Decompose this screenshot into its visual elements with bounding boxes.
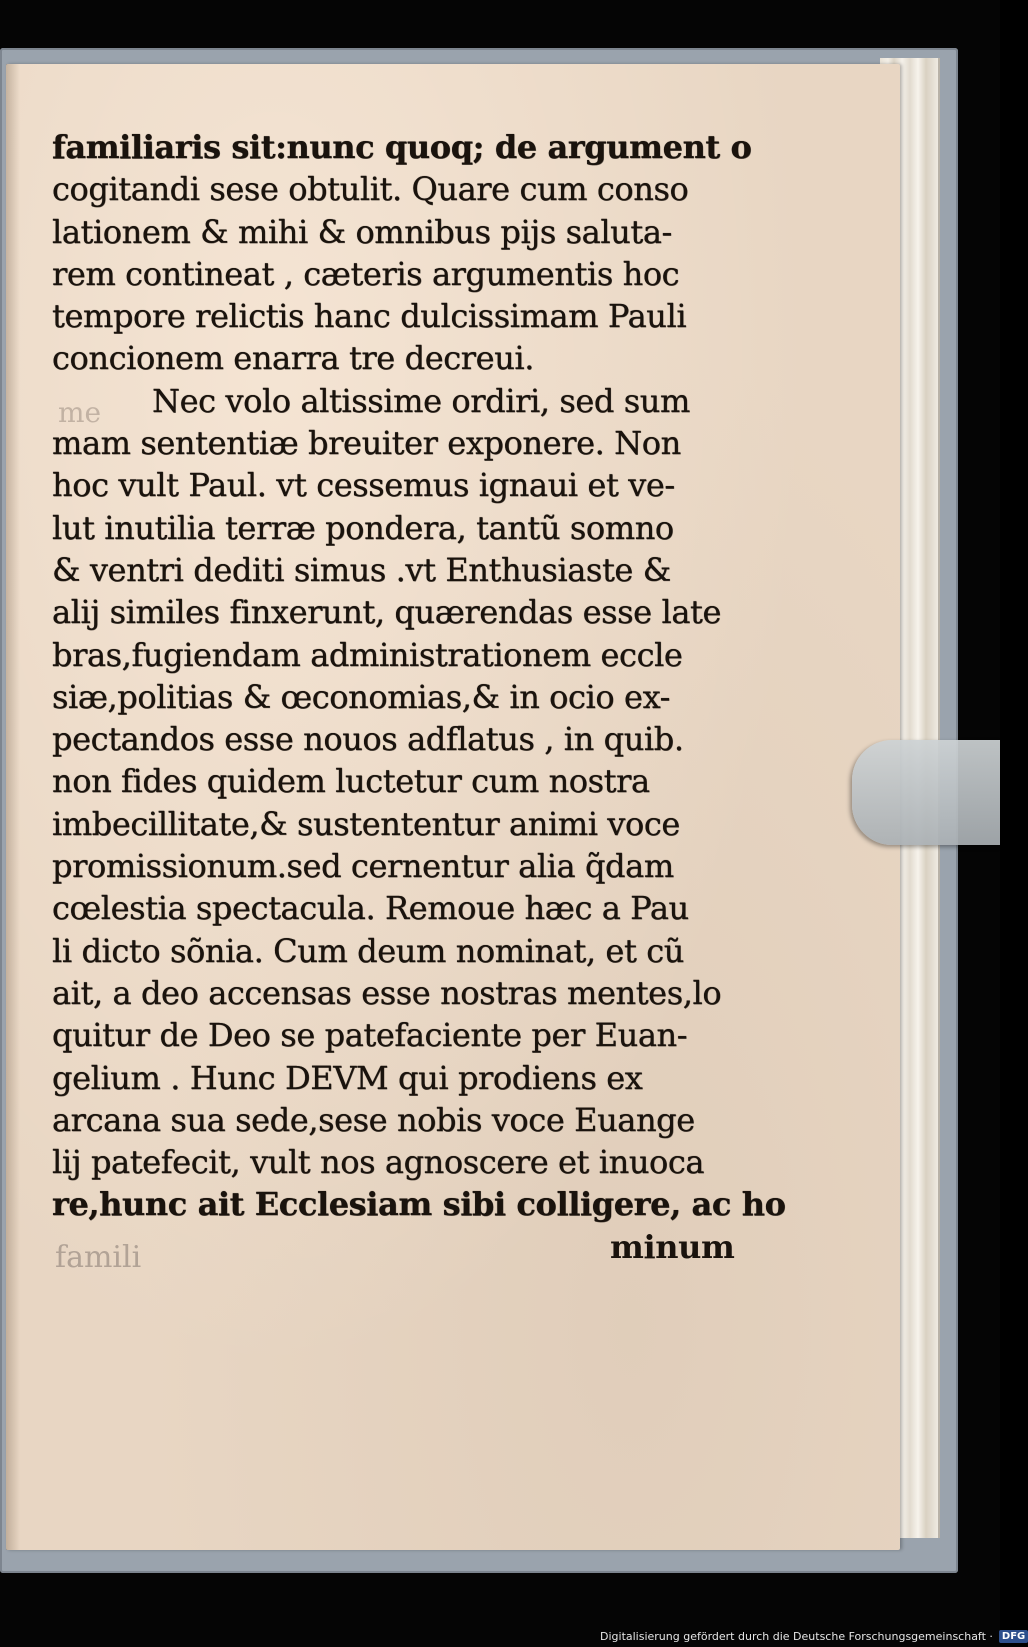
text-line: quitur de Deo se patefaciente per Euan- (52, 1016, 688, 1055)
page-clip (852, 740, 1000, 845)
show-through-margin: me (58, 396, 102, 429)
text-line: Nec volo altissime ordiri, sed sum (152, 381, 690, 420)
text-line: tempore relictis hanc dulcissimam Pauli (52, 297, 687, 336)
text-line: pectandos esse nouos adflatus , in quib. (52, 720, 684, 759)
text-line: cogitandi sese obtulit. Quare cum conso (52, 170, 689, 209)
gutter-shadow (6, 64, 20, 1550)
dfg-logo: DFG (999, 1630, 1028, 1643)
text-line: arcana sua sede,sese nobis voce Euange (52, 1100, 695, 1139)
text-line: hoc vult Paul. vt cessemus ignaui et ve- (52, 466, 675, 505)
text-block (52, 126, 786, 1226)
text-line: li dicto sõnia. Cum deum nominat, et cũ (52, 931, 684, 970)
text-line: lut inutilia terræ pondera, tantũ somno (52, 508, 674, 547)
credit-text: Digitalisierung gefördert durch die Deutsche Forschungsgemeinschaft · (600, 1629, 993, 1643)
text-line: re,hunc ait Ecclesiam sibi colligere, ac ho (52, 1185, 786, 1224)
text-line: ait, a deo accensas esse nostras mentes,lo (52, 973, 722, 1012)
text-line: lij patefecit, vult nos agnoscere et inuoca (52, 1143, 705, 1182)
text-line: familiaris sit:nunc quoq; de argument o (52, 128, 752, 166)
text-line: non fides quidem luctetur cum nostra (52, 762, 650, 801)
text-line: lationem & mihi & omnibus pijs saluta- (52, 212, 672, 251)
text-line: bras,fugiendam administrationem eccle (52, 635, 683, 674)
text-line: concionem enarra tre decreui. (52, 339, 535, 378)
text-line: imbecillitate,& sustententur animi voce (52, 804, 680, 843)
text-line: mam sententiæ breuiter exponere. Non (52, 424, 681, 463)
text-line: promissionum.sed cernentur alia q̃dam (52, 847, 674, 886)
show-through-catchword: famili (55, 1240, 142, 1275)
text-line: gelium . Hunc DEVM qui prodiens ex (52, 1058, 643, 1097)
text-line: cœlestia spectacula. Remoue hæc a Pau (52, 889, 689, 928)
text-line: & ventri dediti simus .vt Enthusiaste & (52, 550, 671, 589)
footer-credit (600, 1627, 1028, 1645)
catchword: minum (610, 1228, 735, 1266)
text-line: siæ,politias & œconomias,& in ocio ex- (52, 677, 671, 716)
text-line: rem contineat , cæteris argumentis hoc (52, 254, 680, 293)
text-line: alij similes finxerunt, quærendas esse late (52, 593, 722, 632)
